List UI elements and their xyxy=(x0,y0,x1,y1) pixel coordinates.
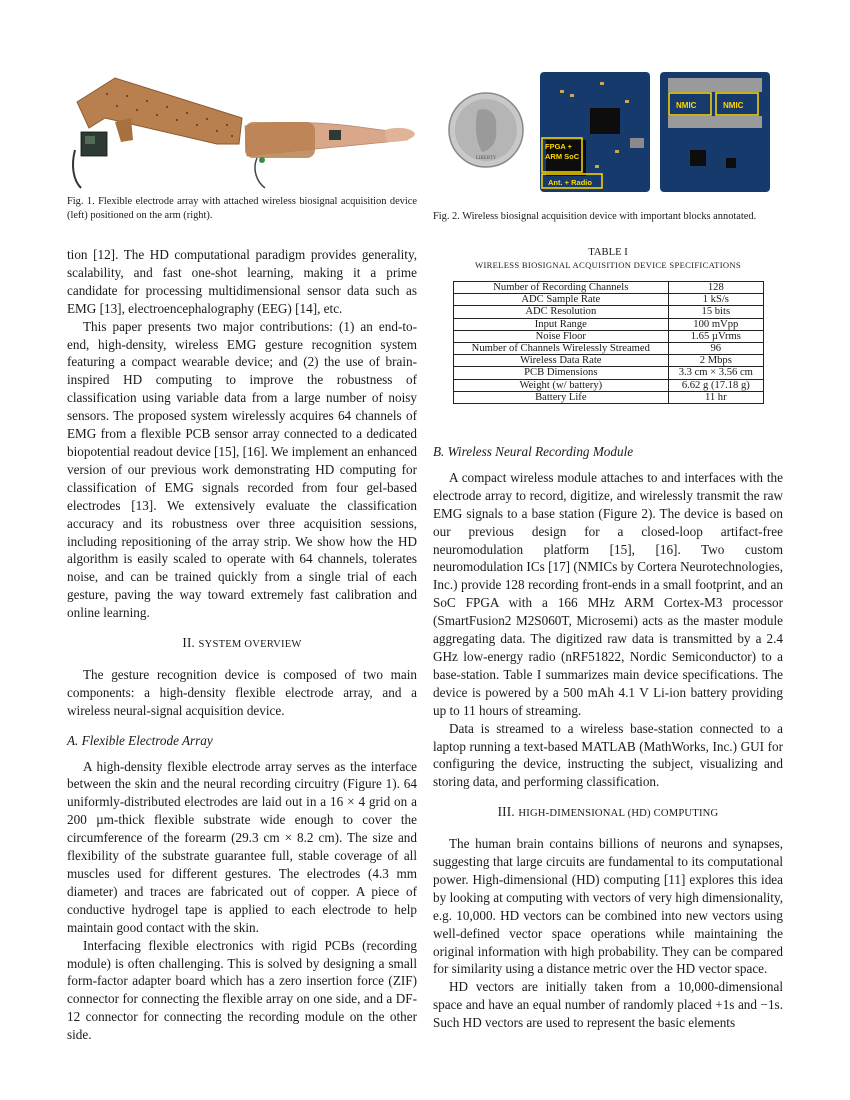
table-row xyxy=(454,306,764,318)
row-value: 128 xyxy=(668,282,763,294)
paragraph: A high-density flexible electrode array serves as the interface between the skin and the neural recording circuitry (Figure 1). 64 uniformly-distributed electrodes are laid out in a 16 × 4 grid on a 200 µm-thick flexible substrate wide enough to cover the circumference of the forearm (29.3 cm × 8.2 cm). The size and flexibility of the substrate guarantee full, stable coverage of all muscles used for different gestures. The electrodes (4.3 mm diameter) and traces are fabricated out of copper. A piece of conductive hydrogel tape is applied to each electrode to help maintain good contact with the skin. xyxy=(67,758,417,935)
table-row xyxy=(454,391,764,403)
row-label: ADC Resolution xyxy=(454,306,669,318)
table-row xyxy=(454,343,764,355)
figure-2-caption: Fig. 2. Wireless biosignal acquisition device with important blocks annotated. xyxy=(433,211,757,222)
table-subtitle: WIRELESS BIOSIGNAL ACQUISITION DEVICE SPECIFICATIONS xyxy=(475,260,741,270)
paragraph: tion [12]. The HD computational paradigm provides generality, scalability, and fast one-shot learning, making it a prime candidate for processing multidimensional sensor data such as EMG [13], electroencephalography (EEG) [14], etc. xyxy=(67,247,417,316)
table-row xyxy=(454,282,764,294)
section-heading xyxy=(433,803,783,823)
adapter-tab xyxy=(115,118,133,142)
section-number: III. xyxy=(497,804,515,820)
hand xyxy=(385,128,415,142)
table-row xyxy=(454,379,764,391)
table-row xyxy=(454,294,764,306)
right-column xyxy=(433,443,783,1032)
row-label: ADC Sample Rate xyxy=(454,294,669,306)
paragraph: Interfacing flexible electronics with rigid PCBs (recording module) is often challenging. This is solved by designing a small form-factor adapter board which has a zero insertion force (ZIF) connector for connecting the flexible array on one side, and a DF-12 connector for connecting the recording module on the other side. xyxy=(67,937,417,1043)
row-label: Wireless Data Rate xyxy=(454,355,669,367)
row-label: Battery Life xyxy=(454,391,669,403)
row-value: 11 hr xyxy=(668,391,763,403)
radio-label: Ant. + Radio xyxy=(548,178,592,187)
row-value: 1 kS/s xyxy=(668,294,763,306)
row-label: Noise Floor xyxy=(454,330,669,342)
row-value: 100 mVpp xyxy=(668,318,763,330)
table-number: TABLE I xyxy=(588,247,628,258)
paragraph: HD vectors are initially taken from a 10,000-dimensional space and have an equal number of randomly placed +1s and −1s. Such HD vectors are used to represent the basic elements xyxy=(433,979,783,1031)
paragraph: A compact wireless module attaches to and interfaces with the electrode array to record, digitize, and wirelessly transmit the raw EMG signals to a base station (Figure 2). The device is based on our previous design for a closed-loop artifact-free neuromodulation platform [15], [16]. Two custom neuromodulation ICs [17] (NMICs by Cortera Neurotechnologies, Inc.) provide 128 recording front-ends in a small footprint, and an SoC FPGA with a 166 MHz ARM Cortex-M3 processor (SmartFusion2 M2S060T, Microsemi) acts as the master module aggregating data. The digitized raw data is transmitted by a 2.4 GHz low-energy radio (nRF51822, Nordic Semiconductor) to a base-station. Table I summarizes main device specifications. The device is powered by a 500 mAh 4.1 V Li-ion battery providing up to 11 hours of streaming. xyxy=(433,469,783,718)
paragraph: This paper presents two major contributions: (1) an end-to-end, high-density, wireless EMG gesture recognition system featuring a compact wearable device; and (2) the use of brain-inspired HD computing to improve the robustness of classification using variable data from a large number of noisy sensors. The proposed system wirelessly acquires 64 channels of EMG from a flexible PCB sensor array connected to a dedicated biopotential readout device [15], [16]. We implement an enhanced version of our previous work demonstrating HD computing for classification of EMG signals recorded from four gel-based electrodes [13]. We extensively evaluate the classification accuracy and its robustness over three acquisition sessions, including repositioning of the array strip. We show how the HD algorithm is easily scaled to operate with 64 channels, tolerates noise, and can be trained quickly from a single trial of each gesture, paving the way toward extremely fast calibration and online learning. xyxy=(67,318,417,621)
figure-1-photo xyxy=(67,70,417,190)
row-value: 15 bits xyxy=(668,306,763,318)
section-heading xyxy=(67,634,417,654)
row-label: Number of Channels Wirelessly Streamed xyxy=(454,343,669,355)
spec-table xyxy=(453,281,764,404)
row-label: Input Range xyxy=(454,318,669,330)
row-value: 96 xyxy=(668,343,763,355)
section-title: SYSTEM OVERVIEW xyxy=(198,639,302,651)
paragraph: Data is streamed to a wireless base-station connected to a laptop running a text-based MATLAB (MathWorks, Inc.) GUI for configuring the device, instructing the subject, visualizing and storing data, and performing classification. xyxy=(433,720,783,790)
section-number: II. xyxy=(182,635,196,651)
row-label: Weight (w/ battery) xyxy=(454,379,669,391)
paragraph: The gesture recognition device is composed of two main components: a high-density flexible electrode array, and a wireless neural-signal acquisition device. xyxy=(67,666,417,718)
figure-2-photo xyxy=(440,70,785,195)
subsection-heading: B. Wireless Neural Recording Module xyxy=(433,444,634,459)
figure-1-caption: Fig. 1. Flexible electrode array with attached wireless biosignal acquisition device (left) positioned on the arm (right). xyxy=(67,196,417,221)
table-row xyxy=(454,367,764,379)
paragraph: The human brain contains billions of neurons and synapses, suggesting that large circuits are fundamental to its computational power. High-dimensional (HD) computing [11] explores this idea by looking at computing with vectors of very high dimensionality, e.g. 10,000. HD vectors can be combined into new vectors using well-defined vector space operations while maintaining the original information with high probability. They can be compared for similarity using a distance metric over the HD vector space. xyxy=(433,836,783,977)
fpga-label: FPGA + xyxy=(545,142,573,151)
nmic-label-2: NMIC xyxy=(723,101,744,110)
section-title: HIGH-DIMENSIONAL (HD) COMPUTING xyxy=(518,808,719,820)
row-label: PCB Dimensions xyxy=(454,367,669,379)
row-value: 2 Mbps xyxy=(668,355,763,367)
subsection-heading: A. Flexible Electrode Array xyxy=(67,732,213,748)
left-column xyxy=(67,246,417,1044)
row-value: 3.3 cm × 3.56 cm xyxy=(668,367,763,379)
row-value: 1.65 µVrms xyxy=(668,330,763,342)
sleeve xyxy=(245,122,315,158)
nmic-label-1: NMIC xyxy=(676,101,697,110)
row-label: Number of Recording Channels xyxy=(454,282,669,294)
row-value: 6.62 g (17.18 g) xyxy=(668,379,763,391)
arm-soc-label: ARM SoC xyxy=(545,152,580,161)
table-row xyxy=(454,330,764,342)
coin-text: LIBERTY xyxy=(475,156,497,161)
table-row xyxy=(454,318,764,330)
table-title-block xyxy=(433,246,783,272)
table-row xyxy=(454,355,764,367)
